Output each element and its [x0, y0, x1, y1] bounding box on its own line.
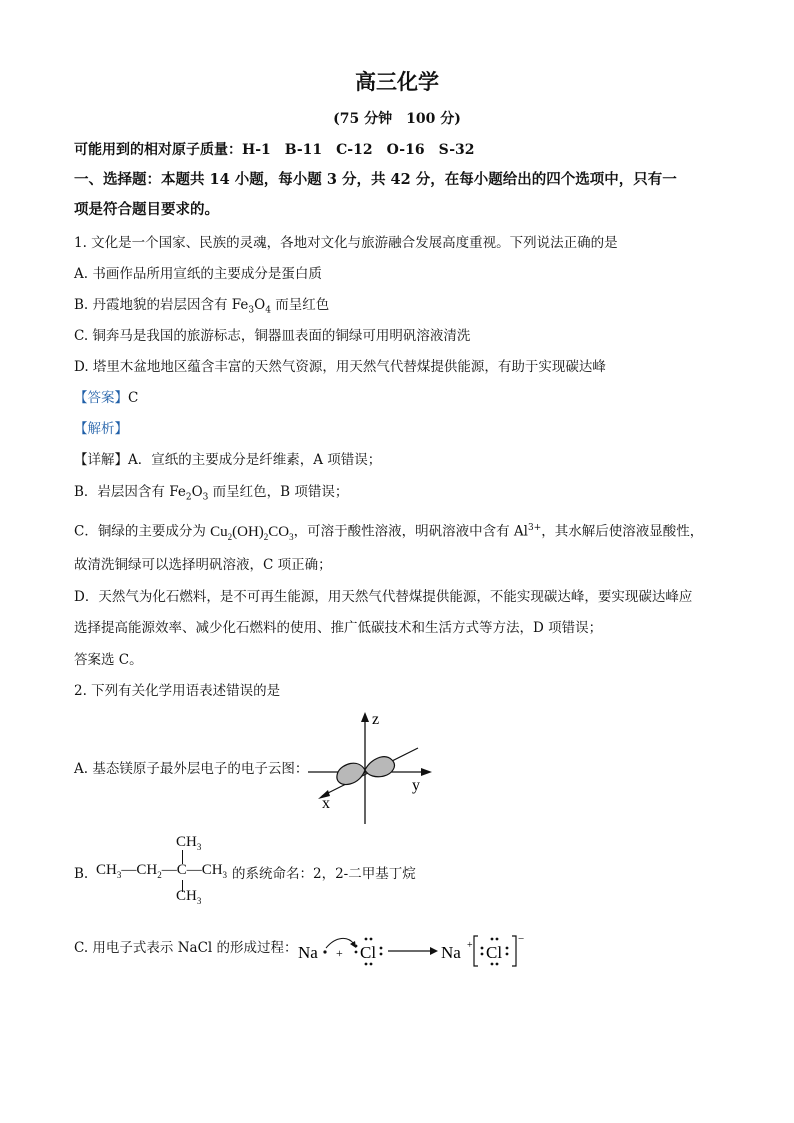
section-heading-line2: 项是符合题目要求的。 [74, 201, 219, 218]
copper-carbonate-formula: $Cu_2(OH)_2CO_3$ [210, 523, 294, 542]
q1-final-answer: 答案选 C。 [74, 652, 143, 668]
sodium-ion-charge: + [467, 940, 473, 951]
main-chain: $CH_3—CH_2—C—CH_3$ [96, 862, 228, 880]
nacl-formation-diagram [296, 928, 526, 970]
q2-stem: 2. 下列有关化学用语表述错误的是 [74, 683, 281, 699]
sodium-ion-symbol: Na [441, 943, 461, 962]
bottom-methyl: $CH_3$ [176, 888, 202, 906]
q1-detail-d2: 选择提高能源效率、减少化石燃料的使用、推广低碳技术和生活方式等方法，D 项错误； [74, 620, 603, 636]
q1-option-d: D. 塔里木盆地地区蕴含丰富的天然气资源，用天然气代替煤提供能源，有助于实现碳达峰 [74, 359, 606, 375]
q2-option-a: A. 基态镁原子最外层电子的电子云图： [74, 761, 309, 777]
q1-option-b: B. 丹霞地貌的岩层因含有 $Fe_3O_4$ 而呈红色 [74, 297, 330, 316]
electron-cloud-diagram [300, 708, 440, 826]
sodium-symbol: Na [298, 943, 318, 962]
q1-option-c: C. 铜奔马是我国的旅游标志，铜器皿表面的铜绿可用明矾溶液清洗 [74, 328, 471, 344]
q1-stem: 1. 文化是一个国家、民族的灵魂，各地对文化与旅游融合发展高度重视。下列说法正确的是 [74, 235, 618, 251]
atomic-masses: 可能用到的相对原子质量：H-1 B-11 C-12 O-16 S-32 [74, 142, 475, 158]
q1-answer: 【答案】C [74, 390, 139, 406]
q1-detail-b: B．岩层因含有 $Fe_2O_3$ 而呈红色，B 项错误； [74, 484, 349, 503]
q1-detail-a: 【详解】A．宣纸的主要成分是纤维素，A 项错误； [74, 452, 382, 468]
q1-detail-c: C．铜绿的主要成分为 $Cu_2(OH)_2CO_3$，可溶于酸性溶液，明矾溶液中含有 $Al^{3+}$，其水解后使溶液显酸性， [74, 523, 704, 542]
q1-detail-c2: 故清洗铜绿可以选择明矾溶液，C 项正确； [74, 557, 332, 573]
plus-sign: + [336, 946, 343, 960]
q1-option-a: A. 书画作品所用宣纸的主要成分是蛋白质 [74, 266, 322, 282]
q2-option-b-label: B. [74, 866, 89, 882]
page-title: 高三化学 [355, 69, 439, 94]
section-heading-line1: 一、选择题：本题共 14 小题，每小题 3 分，共 42 分，在每小题给出的四个选项中，只有一 [74, 171, 677, 188]
chlorine-symbol: Cl [360, 943, 377, 962]
axis-z-label: z [372, 711, 380, 728]
structural-formula [96, 834, 236, 906]
q1-analysis-tag: 【解析】 [74, 421, 128, 437]
chloride-ion-charge: − [518, 933, 525, 945]
chloride-ion-symbol: Cl [486, 943, 503, 962]
q1-detail-d1: D．天然气为化石燃料，是不可再生能源，用天然气代替煤提供能源，不能实现碳达峰，要实现碳达峰应 [74, 589, 693, 605]
q2-option-c: C. 用电子式表示 NaCl 的形成过程： [74, 940, 298, 956]
top-methyl: $CH_3$ [176, 834, 202, 852]
page-subtitle: (75 分钟 100 分) [333, 111, 461, 127]
axis-y-label: y [412, 777, 420, 794]
axis-x-label: x [322, 795, 330, 812]
q2-option-b-naming: 的系统命名：2，2-二甲基丁烷 [232, 866, 416, 882]
answer-tag: 【答案】 [74, 390, 128, 406]
